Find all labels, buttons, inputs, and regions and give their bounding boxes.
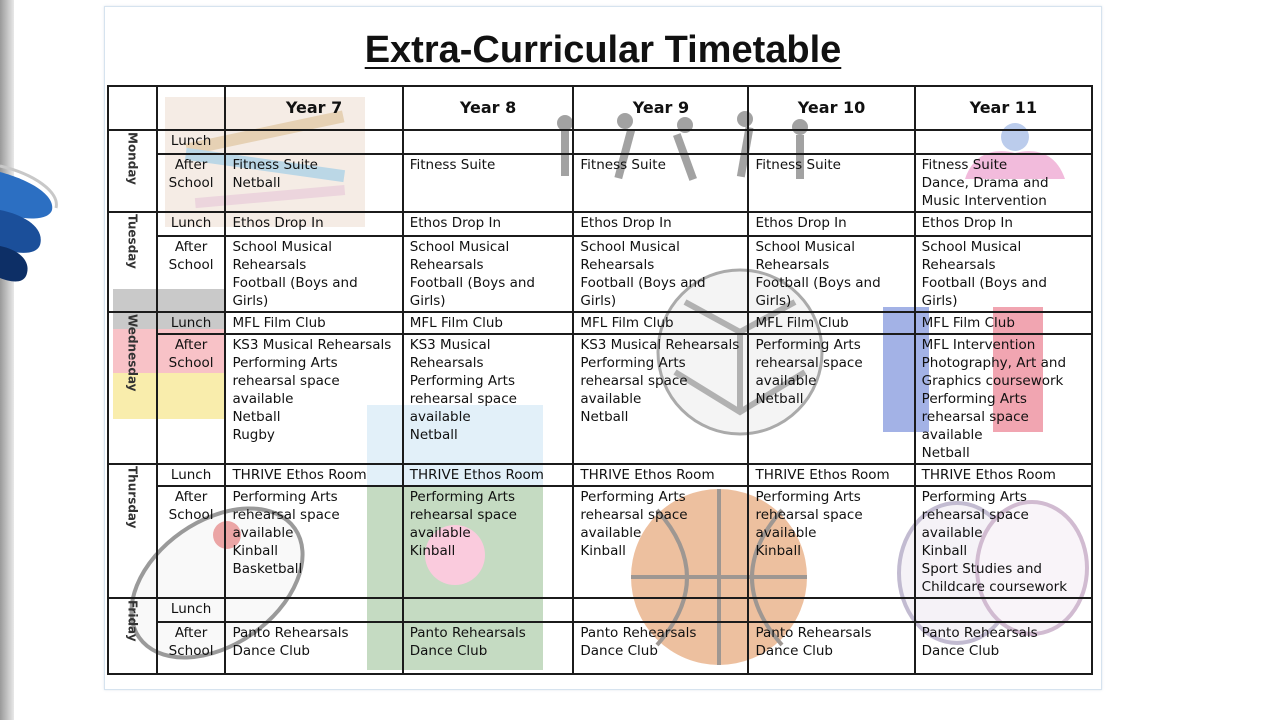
activity-item: Panto Rehearsals [409,625,526,641]
activity-item: MFL Film Club [580,315,674,331]
activity-cell-year-9 [573,598,748,622]
table-row [108,622,1092,674]
slot-label: Lunch [157,598,226,622]
activity-cell-year-10 [748,130,914,154]
activity-item: Photography, Art and Graphics coursework [921,355,1067,389]
slot-label: After School [157,622,226,674]
day-label-friday [108,598,157,674]
activity-item: School Musical Rehearsals [232,239,332,273]
activity-item: THRIVE Ethos Room [580,467,715,483]
activity-cell-year-8 [403,236,574,312]
activity-item: Dance, Drama and Music Intervention [921,175,1049,209]
activity-item: Performing Arts rehearsal space available [232,355,340,407]
activity-cell-year-7 [225,598,402,622]
activity-item: Ethos Drop In [232,215,324,231]
day-label-tuesday [108,212,157,312]
activity-item: Rugby [232,427,275,443]
day-name: Wednesday [125,314,140,392]
activity-item: Ethos Drop In [409,215,502,231]
activity-cell-year-7 [225,130,402,154]
day-label-thursday [108,464,157,598]
activity-item: School Musical Rehearsals [755,239,855,273]
activity-item: Netball [409,427,458,443]
activity-item: Football (Boys and Girls) [409,275,535,309]
timetable [107,85,1093,675]
activity-item: Football (Boys and Girls) [232,275,358,309]
activity-item: Football (Boys and Girls) [580,275,706,309]
slot-label: After School [157,486,226,598]
activity-item: Kinball [232,543,278,559]
activity-cell-year-10 [748,464,914,486]
activity-cell-year-8 [403,464,574,486]
activity-item: Fitness Suite [921,157,1008,173]
activity-cell-year-9 [573,312,748,334]
activity-item: MFL Film Club [921,315,1015,331]
activity-item: Ethos Drop In [580,215,672,231]
activity-item: Performing Arts rehearsal space available [755,489,863,541]
activity-item: Performing Arts rehearsal space available [232,489,340,541]
activity-item: THRIVE Ethos Room [232,467,367,483]
activity-cell-year-11 [915,312,1092,334]
activity-item: Kinball [409,543,456,559]
activity-item: Performing Arts rehearsal space available [580,489,688,541]
activity-cell-year-8 [403,598,574,622]
activity-cell-year-7 [225,312,402,334]
logo-swoosh-icon [0,150,60,300]
activity-cell-year-11 [915,334,1092,464]
activity-item: Panto Rehearsals [921,625,1038,641]
activity-item: School Musical Rehearsals [409,239,510,273]
activity-cell-year-8 [403,486,574,598]
activity-cell-year-10 [748,486,914,598]
activity-item: KS3 Musical Rehearsals [409,337,491,371]
activity-item: Kinball [921,543,968,559]
table-row [108,312,1092,334]
activity-cell-year-9 [573,154,748,212]
activity-item: Fitness Suite [755,157,841,173]
activity-cell-year-7 [225,212,402,236]
activity-cell-year-9 [573,622,748,674]
activity-cell-year-10 [748,598,914,622]
slot-label: Lunch [157,212,226,236]
activity-item: Performing Arts rehearsal space available [409,373,517,425]
activity-cell-year-11 [915,130,1092,154]
activity-item: Netball [580,409,629,425]
table-row [108,464,1092,486]
activity-item: Performing Arts rehearsal space available [921,489,1029,541]
activity-item: Dance Club [755,643,833,659]
activity-item: Football (Boys and Girls) [921,275,1047,309]
activity-cell-year-10 [748,154,914,212]
activity-item: THRIVE Ethos Room [755,467,890,483]
slot-label: Lunch [157,312,226,334]
activity-cell-year-8 [403,622,574,674]
activity-item: Panto Rehearsals [755,625,872,641]
activity-cell-year-11 [915,622,1092,674]
corner-cell [108,86,157,130]
activity-item: Dance Club [921,643,1000,659]
header-year-8: Year 8 [403,86,574,130]
activity-item: THRIVE Ethos Room [409,467,544,483]
slot-label: After School [157,236,226,312]
table-row [108,154,1092,212]
slot-label: Lunch [157,464,226,486]
activity-item: Netball [921,445,970,461]
header-year-9: Year 9 [573,86,748,130]
activity-item: Ethos Drop In [921,215,1013,231]
activity-item: Netball [232,409,281,425]
activity-item: MFL Film Club [755,315,849,331]
table-row [108,236,1092,312]
table-row [108,212,1092,236]
activity-item: Performing Arts rehearsal space available [921,391,1029,443]
activity-item: Kinball [580,543,626,559]
corner-cell [157,86,226,130]
activity-item: Ethos Drop In [755,215,847,231]
activity-item: Dance Club [580,643,658,659]
activity-item: Dance Club [232,643,310,659]
activity-item: School Musical Rehearsals [921,239,1022,273]
table-row [108,598,1092,622]
activity-cell-year-11 [915,154,1092,212]
activity-item: THRIVE Ethos Room [921,467,1056,483]
header-year-11: Year 11 [915,86,1092,130]
activity-cell-year-7 [225,622,402,674]
table-row [108,486,1092,598]
activity-item: Panto Rehearsals [580,625,697,641]
activity-item: Performing Arts rehearsal space available [409,489,517,541]
day-name: Thursday [125,466,140,529]
activity-cell-year-9 [573,486,748,598]
day-name: Monday [125,132,140,185]
activity-item: Sport Studies and Childcare coursework [921,561,1068,595]
activity-cell-year-8 [403,154,574,212]
activity-item: School Musical Rehearsals [580,239,680,273]
activity-cell-year-9 [573,212,748,236]
activity-item: KS3 Musical Rehearsals [580,337,740,353]
activity-item: MFL Film Club [232,315,326,331]
activity-cell-year-9 [573,334,748,464]
activity-item: Performing Arts rehearsal space available [755,337,863,389]
activity-item: Performing Arts rehearsal space available [580,355,688,407]
activity-item: Netball [232,175,281,191]
timetable-grid [107,85,1093,675]
timetable-document [104,6,1102,690]
activity-cell-year-11 [915,212,1092,236]
table-row [108,130,1092,154]
activity-cell-year-11 [915,598,1092,622]
activity-cell-year-10 [748,334,914,464]
header-year-7: Year 7 [225,86,402,130]
activity-item: MFL Film Club [409,315,503,331]
activity-cell-year-7 [225,334,402,464]
activity-cell-year-10 [748,212,914,236]
activity-cell-year-8 [403,212,574,236]
slot-label: Lunch [157,130,226,154]
activity-cell-year-10 [748,312,914,334]
header-row [108,86,1092,130]
activity-item: Dance Club [409,643,488,659]
slot-label: After School [157,334,226,464]
activity-cell-year-11 [915,464,1092,486]
activity-item: Fitness Suite [580,157,666,173]
activity-cell-year-7 [225,486,402,598]
left-decorative-strip [0,0,14,720]
day-name: Tuesday [125,214,140,269]
activity-item: Netball [755,391,804,407]
activity-item: KS3 Musical Rehearsals [232,337,392,353]
activity-item: Panto Rehearsals [232,625,349,641]
activity-cell-year-7 [225,464,402,486]
activity-cell-year-9 [573,130,748,154]
activity-item: Fitness Suite [232,157,318,173]
activity-cell-year-9 [573,236,748,312]
activity-cell-year-8 [403,312,574,334]
activity-item: MFL Intervention [921,337,1036,353]
activity-cell-year-10 [748,236,914,312]
activity-cell-year-7 [225,236,402,312]
day-label-monday [108,130,157,212]
activity-cell-year-7 [225,154,402,212]
slot-label: After School [157,154,226,212]
activity-item: Football (Boys and Girls) [755,275,881,309]
activity-cell-year-9 [573,464,748,486]
activity-item: Fitness Suite [409,157,496,173]
header-year-10: Year 10 [748,86,914,130]
day-name: Friday [125,600,140,642]
document-title: Extra-Curricular Timetable [364,29,842,71]
table-row [108,334,1092,464]
day-label-wednesday [108,312,157,464]
activity-cell-year-11 [915,236,1092,312]
activity-cell-year-8 [403,130,574,154]
activity-item: Basketball [232,561,303,577]
activity-cell-year-8 [403,334,574,464]
activity-cell-year-10 [748,622,914,674]
activity-item: Kinball [755,543,801,559]
activity-cell-year-11 [915,486,1092,598]
